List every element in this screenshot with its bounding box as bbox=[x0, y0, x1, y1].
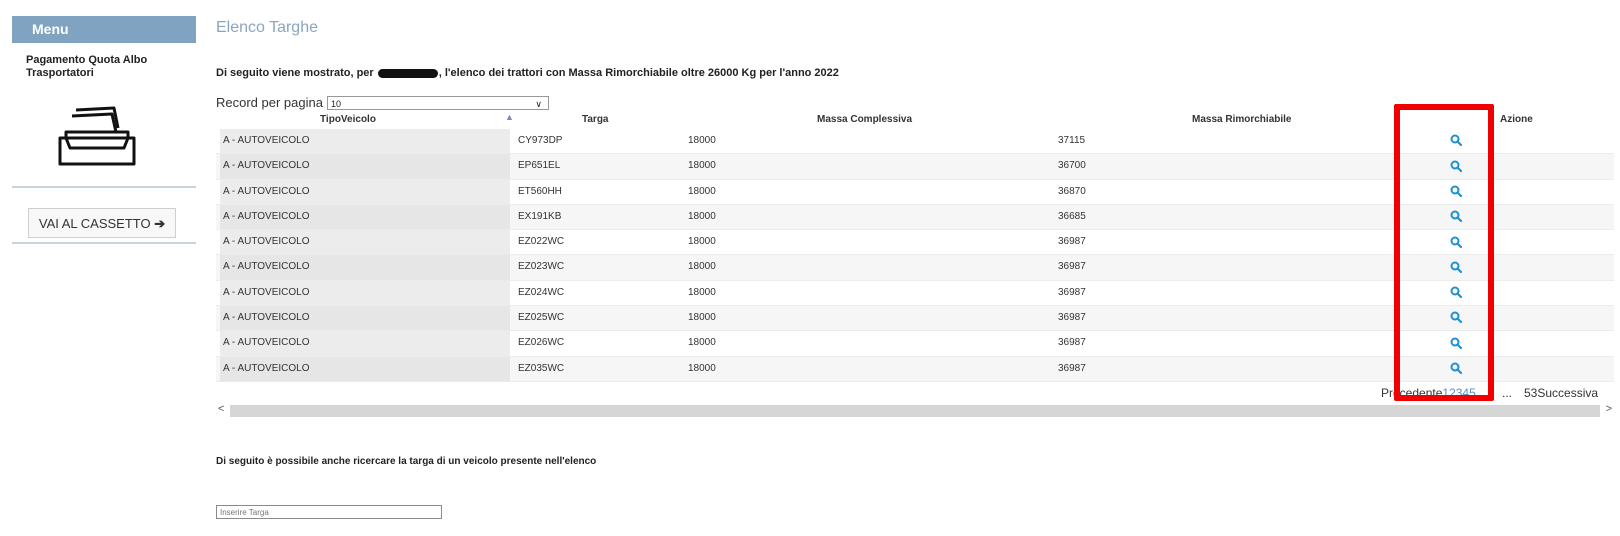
horizontal-scrollbar[interactable] bbox=[216, 402, 1614, 418]
pagination-last bbox=[1524, 386, 1598, 400]
search-icon[interactable] bbox=[1444, 205, 1468, 229]
cell-targa: EZ024WC bbox=[518, 286, 565, 298]
search-icon[interactable] bbox=[1444, 306, 1468, 330]
cell-tipo: A - AUTOVEICOLO bbox=[220, 180, 510, 204]
cell-tipo: A - AUTOVEICOLO bbox=[220, 255, 510, 279]
arrow-right-icon: ➔ bbox=[154, 216, 166, 231]
cell-tipo: A - AUTOVEICOLO bbox=[220, 154, 510, 178]
cell-tipo: A - AUTOVEICOLO bbox=[220, 230, 510, 254]
cell-massa-complessiva: 18000 bbox=[688, 185, 716, 197]
cell-massa-complessiva: 18000 bbox=[688, 286, 716, 298]
column-header-massa-complessiva[interactable]: Massa Complessiva bbox=[817, 114, 913, 125]
search-icon[interactable] bbox=[1444, 331, 1468, 355]
sort-ascending-icon[interactable]: ▲ bbox=[505, 112, 514, 122]
inbox-tray-icon bbox=[56, 104, 138, 170]
table-row bbox=[216, 154, 1614, 179]
menu-header: Menu bbox=[12, 16, 196, 43]
cell-massa-rimorchiabile: 36987 bbox=[1058, 337, 1086, 349]
cell-massa-complessiva: 18000 bbox=[688, 337, 716, 349]
cell-tipo: A - AUTOVEICOLO bbox=[220, 281, 510, 305]
pager-next[interactable]: Successiva bbox=[1537, 386, 1599, 400]
cell-massa-rimorchiabile: 36685 bbox=[1058, 210, 1086, 222]
cell-tipo: A - AUTOVEICOLO bbox=[220, 331, 510, 355]
search-description: Di seguito è possibile anche ricercare la targa di un veicolo presente nell'elenco bbox=[216, 456, 597, 467]
cell-massa-rimorchiabile: 36987 bbox=[1058, 236, 1086, 248]
cell-targa: EZ025WC bbox=[518, 312, 565, 324]
cell-tipo: A - AUTOVEICOLO bbox=[220, 357, 510, 381]
cell-massa-complessiva: 18000 bbox=[688, 362, 716, 374]
pagination bbox=[1381, 386, 1476, 400]
table-row bbox=[216, 331, 1614, 356]
table-row bbox=[216, 357, 1614, 382]
search-icon[interactable] bbox=[1444, 357, 1468, 381]
intro-text bbox=[216, 67, 839, 79]
records-per-page-value: 10 bbox=[331, 99, 342, 109]
plate-search-input[interactable] bbox=[216, 505, 442, 519]
table-row bbox=[216, 281, 1614, 306]
records-per-page-label: Record per pagina bbox=[216, 95, 323, 110]
pager-ellipsis: ... bbox=[1502, 386, 1513, 400]
pagination-end bbox=[1502, 386, 1512, 400]
table-row bbox=[216, 255, 1614, 280]
cell-massa-rimorchiabile: 36987 bbox=[1058, 261, 1086, 273]
cell-tipo: A - AUTOVEICOLO bbox=[220, 205, 510, 229]
cell-massa-complessiva: 18000 bbox=[688, 135, 716, 146]
table-row bbox=[216, 230, 1614, 255]
sidebar bbox=[12, 16, 196, 536]
cell-targa: EZ023WC bbox=[518, 261, 565, 273]
table-row bbox=[216, 129, 1614, 154]
search-icon[interactable] bbox=[1444, 255, 1468, 279]
cell-targa: ET560HH bbox=[518, 185, 562, 197]
cell-massa-complessiva: 18000 bbox=[688, 312, 716, 324]
search-icon[interactable] bbox=[1444, 129, 1468, 153]
cell-massa-rimorchiabile: 36987 bbox=[1058, 312, 1086, 324]
redacted-block bbox=[378, 69, 438, 78]
table-row bbox=[216, 306, 1614, 331]
column-header-tipoveicolo[interactable]: TipoVeicolo bbox=[320, 114, 376, 125]
cell-targa: EP651EL bbox=[518, 160, 561, 172]
cell-massa-rimorchiabile: 36700 bbox=[1058, 160, 1086, 172]
search-icon[interactable] bbox=[1444, 230, 1468, 254]
cassetto-label: VAI AL CASSETTO bbox=[38, 216, 151, 231]
cell-targa: EX191KB bbox=[518, 210, 562, 222]
intro-prefix: Di seguito viene mostrato, per bbox=[216, 67, 374, 79]
cell-massa-rimorchiabile: 37115 bbox=[1058, 135, 1086, 146]
intro-suffix: , l'elenco dei trattori con Massa Rimorchiabile oltre 26000 Kg per l'anno 2022 bbox=[438, 67, 839, 79]
cell-massa-complessiva: 18000 bbox=[688, 236, 716, 248]
page-title: Elenco Targhe bbox=[216, 19, 318, 36]
table-row bbox=[216, 205, 1614, 230]
pager-pages[interactable]: 12345 bbox=[1442, 386, 1476, 400]
column-header-azione: Azione bbox=[1500, 114, 1533, 125]
scrollbar-track[interactable] bbox=[230, 405, 1600, 417]
divider bbox=[12, 242, 196, 244]
search-icon[interactable] bbox=[1444, 180, 1468, 204]
plates-table bbox=[216, 129, 1614, 382]
divider bbox=[12, 186, 196, 188]
pager-previous[interactable]: Precedente bbox=[1381, 386, 1443, 400]
cell-targa: EZ022WC bbox=[518, 236, 565, 248]
cell-massa-complessiva: 18000 bbox=[688, 261, 716, 273]
cell-targa: CY973DP bbox=[518, 135, 563, 146]
chevron-down-icon: ∨ bbox=[535, 99, 542, 109]
scroll-right-icon[interactable]: > bbox=[1605, 403, 1612, 415]
vai-al-cassetto-button[interactable] bbox=[28, 208, 176, 238]
pager-last-page[interactable]: 53 bbox=[1524, 386, 1538, 400]
scroll-left-icon[interactable]: < bbox=[218, 403, 225, 415]
cell-massa-rimorchiabile: 36987 bbox=[1058, 286, 1086, 298]
cell-massa-complessiva: 18000 bbox=[688, 160, 716, 172]
cell-tipo: A - AUTOVEICOLO bbox=[220, 129, 510, 153]
cell-massa-rimorchiabile: 36870 bbox=[1058, 185, 1086, 197]
search-icon[interactable] bbox=[1444, 154, 1468, 178]
cell-targa: EZ026WC bbox=[518, 337, 565, 349]
column-header-massa-rimorchiabile[interactable]: Massa Rimorchiabile bbox=[1192, 114, 1292, 125]
menu-link-pagamento[interactable]: Pagamento Quota Albo Trasportatori bbox=[26, 54, 148, 79]
column-header-targa[interactable]: Targa bbox=[582, 114, 609, 125]
cell-targa: EZ035WC bbox=[518, 362, 565, 374]
cell-tipo: A - AUTOVEICOLO bbox=[220, 306, 510, 330]
cell-massa-rimorchiabile: 36987 bbox=[1058, 362, 1086, 374]
table-row bbox=[216, 180, 1614, 205]
cell-massa-complessiva: 18000 bbox=[688, 210, 716, 222]
search-icon[interactable] bbox=[1444, 281, 1468, 305]
records-per-page-select[interactable] bbox=[327, 96, 549, 110]
